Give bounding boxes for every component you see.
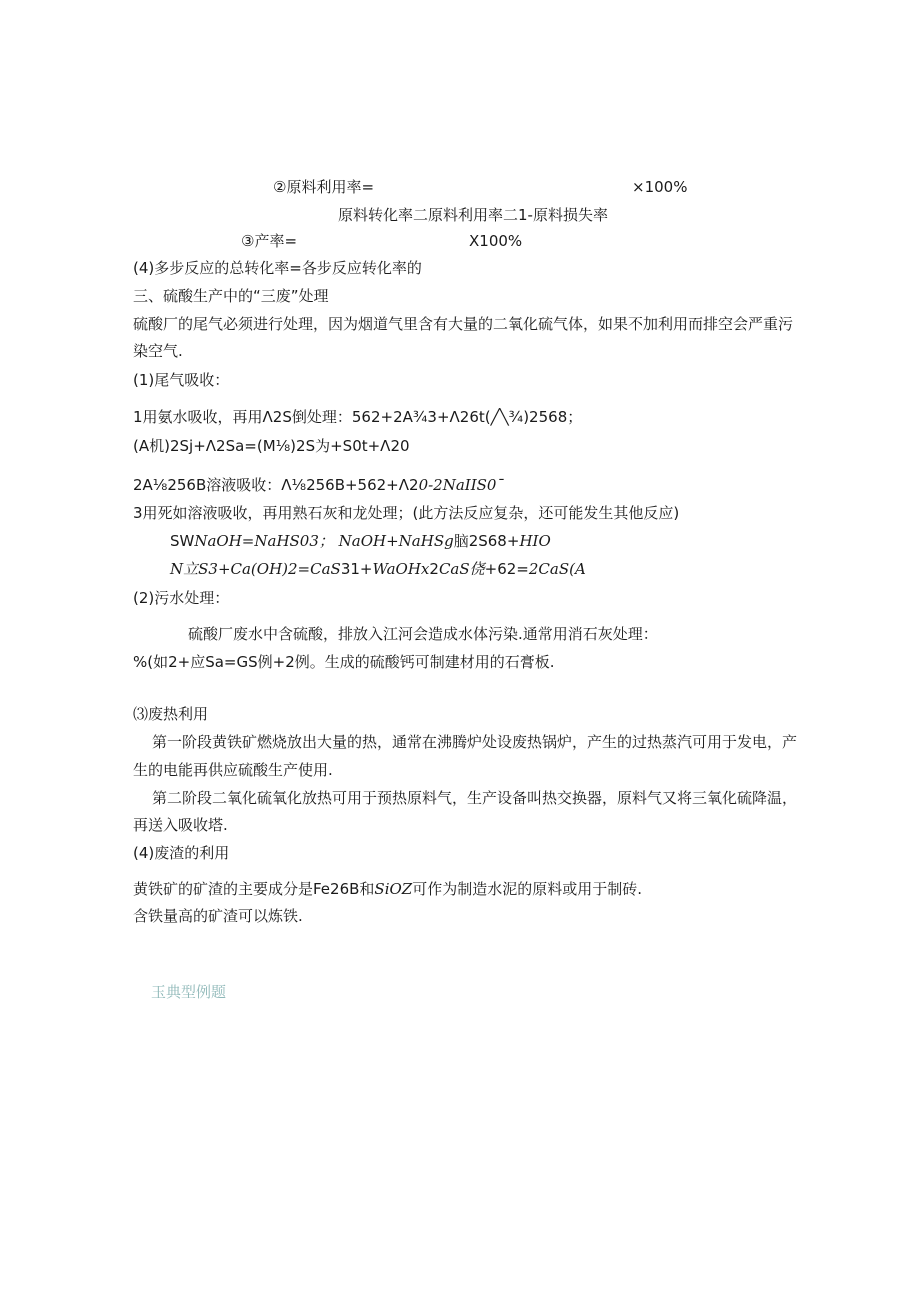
paragraph-stage-one-cont: 生的电能再供应硫酸生产使用. [133, 761, 333, 779]
formula-utilization-factor: ×100% [632, 178, 688, 196]
multistep-conversion: (4)多步反应的总转化率=各步反应转化率的 [133, 259, 422, 277]
paragraph-stage-two: 第二阶段二氧化硫氧化放热可用于预热原料气，生产设备叫热交换器，原料气又将三氧化硫降温， [152, 789, 798, 807]
equation-wastewater: %(如2+应Sa=GS例+2例。生成的硫酸钙可制建材用的石膏板. [133, 653, 555, 671]
equation-naoh-1-formula: NaOH=NaHS03； NaOH+NaHSg [194, 532, 454, 550]
paragraph-tail-gas: 硫酸厂的尾气必须进行处理，因为烟道气里含有大量的二氧化硫气体，如果不加利用而排空会严重污 [133, 315, 794, 333]
equation-naoh-1 [170, 531, 551, 551]
equation-naoh-2-d: 2 [429, 560, 439, 578]
paragraph-slag-formula: SiOZ [374, 880, 413, 898]
equation-ammonia: (A机)2Sj+Λ2Sa=(M⅛)2S为+S0t+Λ20 [133, 437, 410, 455]
formula-relation: 原料转化率二原料利用率二1-原料损失率 [338, 206, 608, 224]
formula-yield-label: ③产率= [241, 232, 298, 250]
equation-naoh-2-f: +62= [484, 560, 529, 578]
equation-naoh-2-g: 2CaS(A [528, 560, 586, 578]
equation-naoh-2-e: CaS侥 [438, 560, 485, 578]
subheading-tail-gas-absorption: (1)尾气吸收： [133, 371, 230, 389]
section-heading-examples: 玉典型例题 [151, 983, 227, 1001]
paragraph-stage-two-cont: 再送入吸收塔. [133, 816, 228, 834]
method-ammonia: 1用氨水吸收，再用Λ2S倒处理：562+2A¾3+Λ26t(╱╲¾)2568； [133, 408, 583, 426]
subheading-wastewater: (2)污水处理： [133, 589, 230, 607]
equation-naoh-2-b: 31+ [340, 560, 373, 578]
method-solution-formula: 0-2NaIIS0ˉ [418, 476, 504, 494]
section-heading-three-wastes: 三、硫酸生产中的“三废”处理 [133, 287, 329, 305]
paragraph-slag-cont: 含铁量高的矿渣可以炼铁. [133, 907, 303, 925]
equation-naoh-1-end: HIO [519, 532, 551, 550]
equation-naoh-2 [170, 559, 586, 579]
paragraph-stage-one: 第一阶段黄铁矿燃烧放出大量的热，通常在沸腾炉处设废热锅炉，产生的过热蒸汽可用于发电，产 [152, 733, 798, 751]
equation-naoh-2-a: N立S3+Ca(OH)2=CaS [170, 560, 341, 578]
equation-naoh-1-prefix: SW [170, 532, 195, 550]
paragraph-slag-c: 可作为制造水泥的原料或用于制砖. [412, 880, 642, 898]
paragraph-tail-gas-cont: 染空气. [133, 342, 183, 360]
paragraph-wastewater: 硫酸厂废水中含硫酸，排放入江河会造成水体污染.通常用消石灰处理： [188, 625, 658, 643]
formula-utilization-label: ②原料利用率= [273, 178, 375, 196]
method-solution [133, 475, 504, 495]
method-solution-text: 2A⅛256B溶液吸收：Λ⅛256B+562+Λ2 [133, 476, 419, 494]
paragraph-slag [133, 879, 642, 899]
equation-naoh-1-mid: 脑2S68+ [453, 532, 520, 550]
method-naoh: 3用死如溶液吸收，再用熟石灰和龙处理；(此方法反应复杂，还可能发生其他反应) [133, 504, 680, 522]
paragraph-slag-a: 黄铁矿的矿渣的主要成分是Fe26B和 [133, 880, 375, 898]
equation-naoh-2-c: WaOHx [372, 560, 430, 578]
subheading-slag: (4)废渣的利用 [133, 844, 230, 862]
formula-yield-factor: X100% [469, 232, 523, 250]
subheading-waste-heat: ⑶废热利用 [133, 705, 209, 723]
